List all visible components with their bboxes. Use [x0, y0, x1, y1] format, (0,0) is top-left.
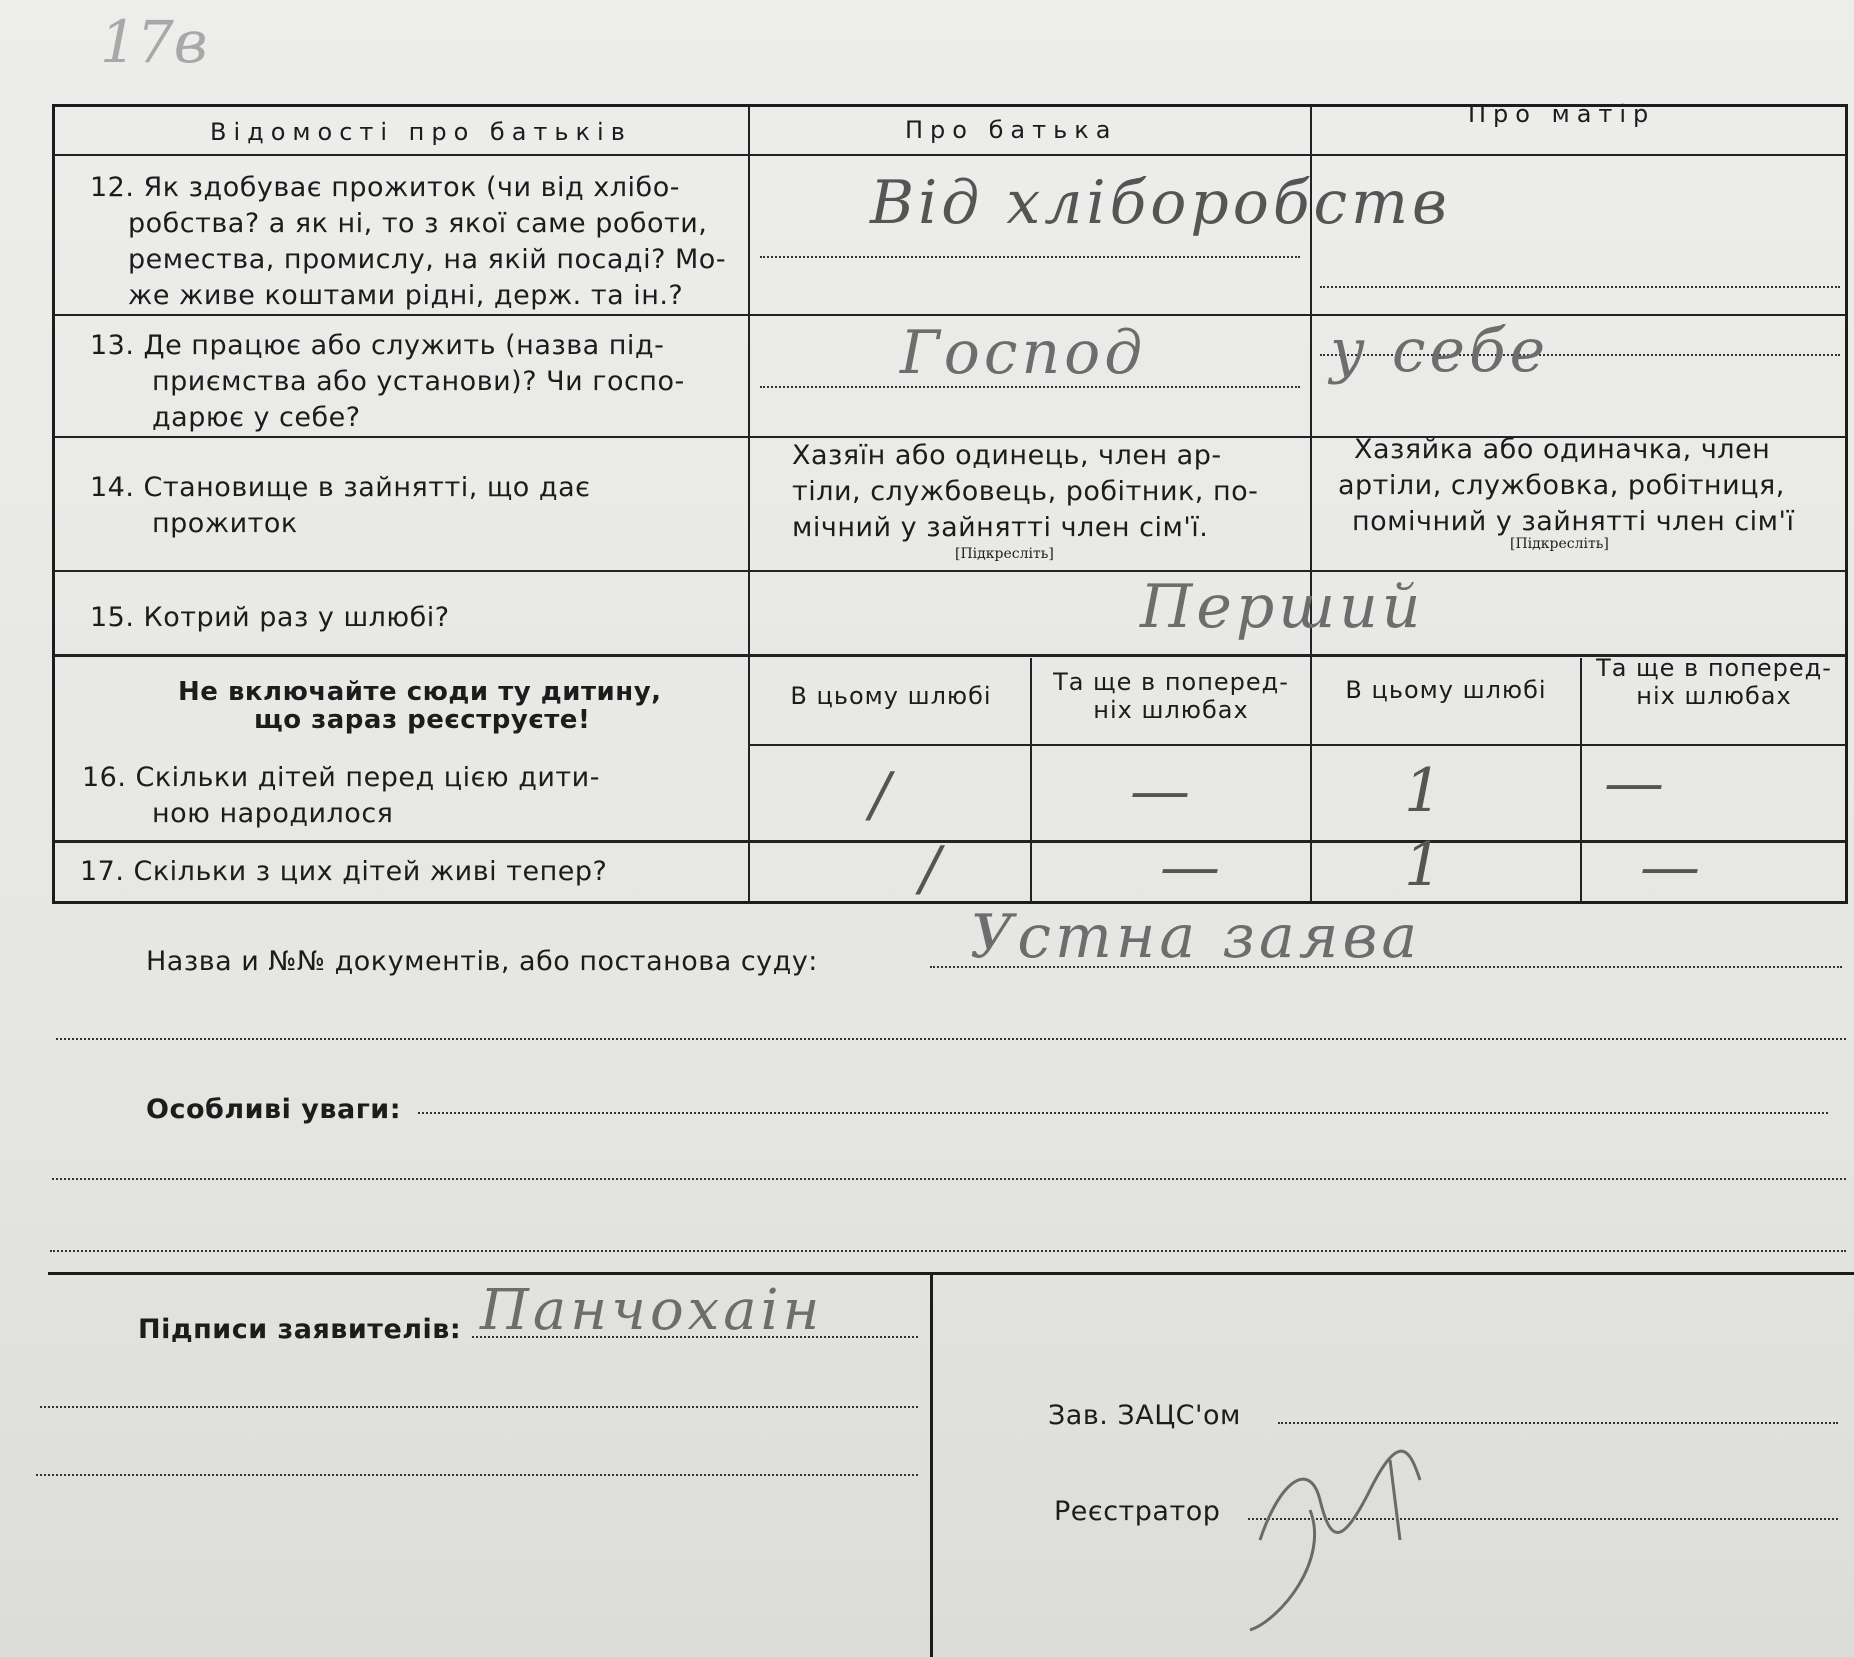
row-15-line: [54, 654, 1846, 657]
q15-label: 15. Котрий раз у шлюбі?: [90, 602, 450, 633]
documents-extra-line: [56, 1038, 1846, 1040]
q16-mother-prev: —: [1604, 748, 1668, 818]
q13-mother-answer: у себе: [1330, 316, 1550, 386]
father-prev-marriages-header-2: ніх шлюбах: [1093, 696, 1249, 724]
q16-line-2: ною народилося: [152, 798, 394, 829]
exclude-note-line-2: що зараз реєструєте!: [254, 705, 591, 735]
applicants-signature-label: Підписи заявителів:: [138, 1314, 462, 1345]
registrar-signature-scribble: [1220, 1420, 1480, 1640]
q13-line-3: дарює у себе?: [152, 402, 361, 433]
q12-line-3: ремества, промислу, на якій посаді? Мо-: [128, 244, 727, 275]
remarks-field-line-2: [52, 1178, 1846, 1180]
row-14-line: [54, 570, 1846, 572]
registrar-label: Реєстратор: [1054, 1496, 1221, 1527]
q16-mother-this: 1: [1404, 756, 1447, 826]
father-this-marriage-header: В цьому шлюбі: [790, 682, 992, 710]
mother-this-marriage-header: В цьому шлюбі: [1345, 676, 1547, 704]
q14-father-option-2: тіли, службовець, робітник, по-: [792, 476, 1259, 507]
q14-father-option-3: мічний у зайнятті член сім'ї.: [792, 512, 1209, 543]
q14-line-2: прожиток: [152, 508, 298, 539]
applicants-signature-value: Панчохаін: [480, 1278, 824, 1343]
q14-mother-option-1: Хазяйка або одиначка, член: [1354, 434, 1771, 465]
father-prev-marriages-header-1: Та ще в поперед-: [1053, 668, 1289, 696]
column-divider-1: [748, 106, 750, 902]
row-16-line: [54, 840, 1846, 843]
q12-father-answer: Від хліборобств: [870, 168, 1451, 238]
q12-line-4: же живе коштами рідні, держ. та ін.?: [128, 280, 684, 311]
remarks-field-line-3: [50, 1250, 1846, 1252]
q14-mother-option-2: артіли, службовка, робітниця,: [1338, 470, 1785, 501]
header-mother: Про матір: [1468, 100, 1656, 128]
column-divider-mother-sub: [1580, 658, 1582, 902]
q13-line-1: 13. Де працює або служить (назва під-: [90, 330, 665, 361]
q17-mother-prev: —: [1640, 832, 1704, 902]
head-zags-label: Зав. ЗАЦС'ом: [1048, 1400, 1241, 1431]
q12-line-1: 12. Як здобуває прожиток (чи від хлібо-: [90, 172, 680, 203]
q14-mother-note: [Підкресліть]: [1510, 536, 1609, 552]
signature-column-divider: [930, 1272, 933, 1657]
q14-father-note: [Підкресліть]: [955, 546, 1054, 562]
q16-father-prev: —: [1130, 756, 1194, 826]
remarks-field-line-1: [418, 1112, 1828, 1114]
documents-value: Устна заява: [970, 902, 1422, 972]
q14-father-option-1: Хазяїн або одинець, член ар-: [792, 440, 1222, 471]
applicants-signature-line-3: [36, 1474, 918, 1476]
q14-mother-option-3: помічний у зайнятті член сім'ї: [1352, 506, 1795, 537]
column-divider-father-sub: [1030, 658, 1032, 902]
q16-line-1: 16. Скільки дітей перед цією дити-: [82, 762, 600, 793]
q12-line-2: робства? а як ні, то з якої саме роботи,: [128, 208, 708, 239]
q14-line-1: 14. Становище в зайнятті, що дає: [90, 472, 591, 503]
header-row-line: [54, 154, 1846, 156]
mother-prev-marriages-header-2: ніх шлюбах: [1636, 682, 1792, 710]
q15-answer: Перший: [1140, 572, 1425, 642]
q17-father-this: /: [920, 834, 945, 904]
q12-father-answer-line: [760, 256, 1300, 258]
subheader-line: [750, 744, 1846, 746]
documents-label: Назва и №№ документів, або постанова суду:: [146, 946, 818, 977]
q13-line-2: приємства або установи)? Чи госпо-: [152, 366, 685, 397]
corner-annotation: 17в: [100, 8, 208, 76]
header-father: Про батька: [905, 116, 1118, 144]
remarks-label: Особливі уваги:: [146, 1094, 402, 1125]
row-12-line: [54, 314, 1846, 316]
q16-father-this: /: [870, 760, 895, 830]
q13-father-answer: Господ: [900, 318, 1147, 388]
q17-father-prev: —: [1160, 832, 1224, 902]
header-parents-info: Відомості про батьків: [210, 118, 632, 146]
q17-label: 17. Скільки з цих дітей живі тепер?: [80, 856, 608, 887]
exclude-note-line-1: Не включайте сюди ту дитину,: [178, 677, 662, 707]
mother-prev-marriages-header-1: Та ще в поперед-: [1596, 654, 1832, 682]
q12-mother-answer-line: [1320, 286, 1840, 288]
q17-mother-this: 1: [1404, 830, 1447, 900]
applicants-signature-line-2: [40, 1406, 918, 1408]
signature-section-divider: [48, 1272, 1854, 1275]
